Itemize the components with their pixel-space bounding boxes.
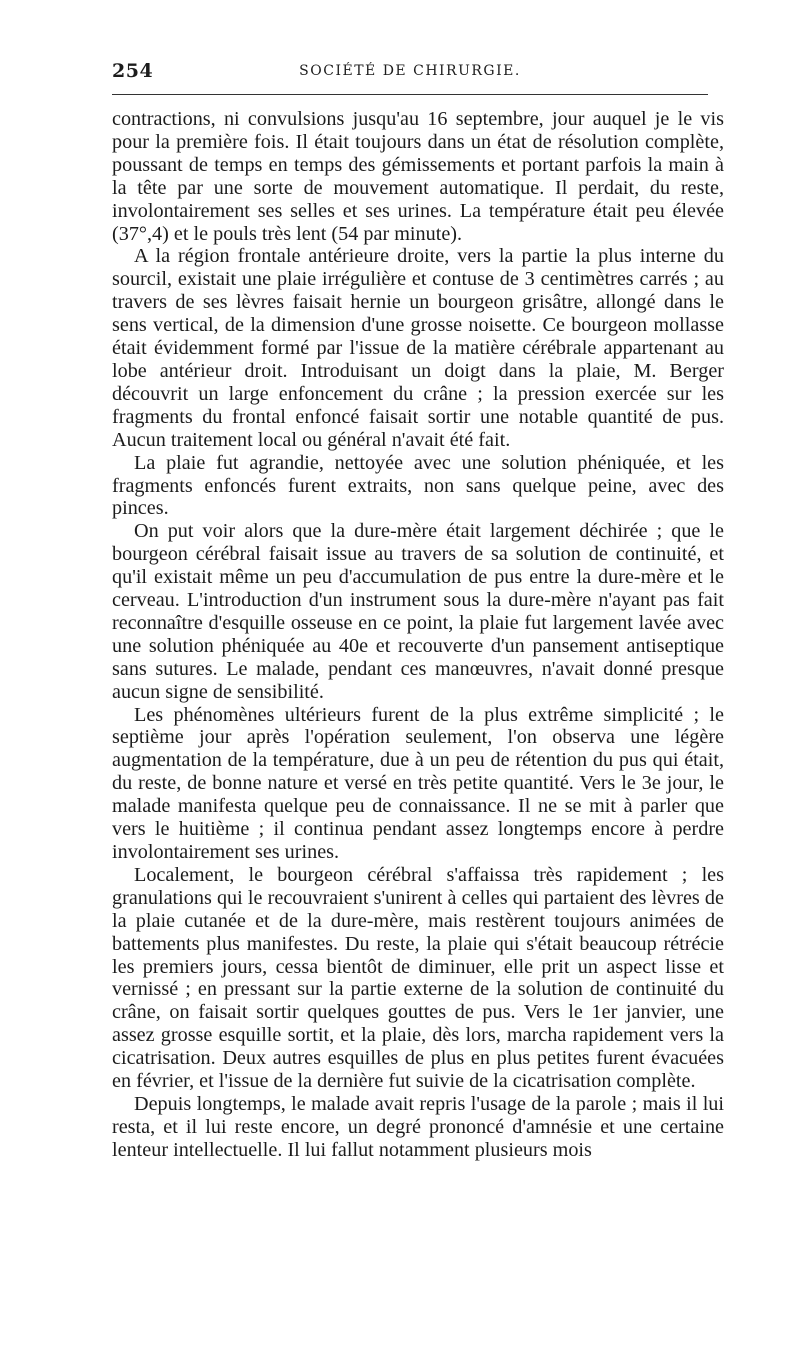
paragraph-7: Depuis longtemps, le malade avait repris l'usage de la parole ; mais il lui resta, et il lui reste encore, un degré prononcé d'amnésie et une certaine lenteur intellectuelle. Il lui fallut notamment plusieurs mois	[112, 1092, 724, 1161]
header-rule	[112, 94, 708, 95]
running-title: SOCIÉTÉ DE CHIRURGIE.	[299, 63, 521, 79]
paragraph-2: A la région frontale antérieure droite, vers la partie la plus interne du sourcil, existait une plaie irrégulière et contuse de 3 centimètres carrés ; au travers de ses lèvres faisait hernie un bourgeon grisâtre, allongé dans le sens vertical, de la dimension d'une grosse noisette. Ce bourgeon mollasse était évidemment formé par l'issue de la matière cérébrale appartenant au lobe antérieur droit. Introduisant un doigt dans la plaie, M. Berger découvrit un large enfoncement du crâne ; la pression exercée sur les fragments du frontal enfoncé faisait sortir une notable quantité de pus. Aucun traitement local ou général n'avait été fait.	[112, 245, 724, 451]
body-text	[112, 108, 724, 1162]
paragraph-5: Les phénomènes ultérieurs furent de la plus extrême simplicité ; le septième jour après l'opération seulement, l'on observa une légère augmentation de la température, due à un peu de rétention du pus qui était, du reste, de bonne nature et versé en très petite quantité. Vers le 3e jour, le malade manifesta quelque peu de connaissance. Il ne se mit à parler que vers le huitième ; il continua pendant assez longtemps encore à perdre involontairement ses urines.	[112, 703, 724, 863]
running-head	[112, 60, 708, 86]
paragraph-6: Localement, le bourgeon cérébral s'affaissa très rapidement ; les granulations qui le recouvraient s'unirent à celles qui partaient des lèvres de la plaie cutanée et de la dure-mère, mais restèrent toujours animées de battements plus manifestes. Du reste, la plaie qui s'était beaucoup rétrécie les premiers jours, cessa bientôt de diminuer, elle prit un aspect lisse et vernissé ; en pressant sur la partie externe de la solution de continuité du crâne, on faisait sortir quelques gouttes de pus. Vers le 1er janvier, une assez grosse esquille sortit, et la plaie, dès lors, marcha rapidement vers la cicatrisation. Deux autres esquilles de plus en plus petites furent évacuées en février, et l'issue de la dernière fut suivie de la cicatrisation complète.	[112, 863, 724, 1093]
paragraph-1: contractions, ni convulsions jusqu'au 16 septembre, jour auquel je le vis pour la première fois. Il était toujours dans un état de résolution complète, poussant de temps en temps des gémissements et portant parfois la main à la tête par une sorte de mouvement automatique. Il perdait, du reste, involontairement ses selles et ses urines. La température était peu élevée (37°,4) et le pouls très lent (54 par minute).	[112, 108, 724, 245]
paragraph-3: La plaie fut agrandie, nettoyée avec une solution phéniquée, et les fragments enfoncés furent extraits, non sans quelque peine, avec des pinces.	[112, 451, 724, 520]
paragraph-4: On put voir alors que la dure-mère était largement déchirée ; que le bourgeon cérébral faisait issue au travers de sa solution de continuité, et qu'il existait même un peu d'accumulation de pus entre la dure-mère et le cerveau. L'introduction d'un instrument sous la dure-mère n'ayant pas fait reconnaître d'esquille osseuse en ce point, la plaie fut largement lavée avec une solution phéniquée au 40e et recouverte d'un pansement antiseptique sans sutures. Le malade, pendant ces manœuvres, n'avait donné presque aucun signe de sensibilité.	[112, 520, 724, 703]
page-number: 254	[112, 60, 154, 82]
